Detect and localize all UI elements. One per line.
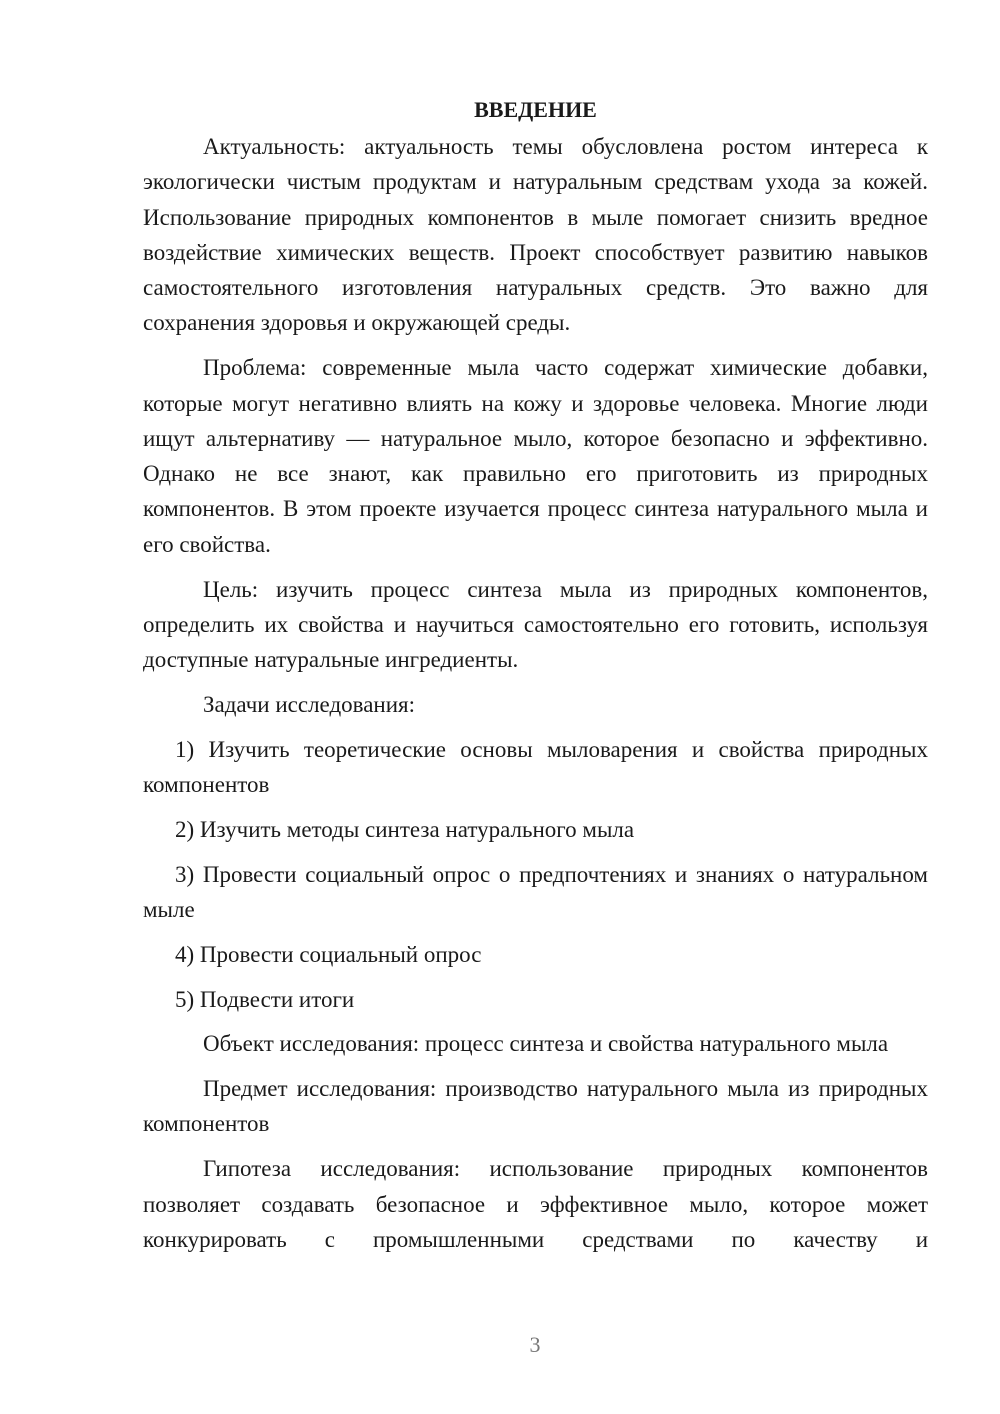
task-item-1: 1) Изучить теоретические основы мыловарения и свойства природных компонентов	[143, 736, 928, 798]
task-item-2: 2) Изучить методы синтеза натурального мыла	[175, 816, 635, 842]
subject-paragraph: Предмет исследования: производство натурального мыла из природных компонентов	[143, 1076, 928, 1137]
section-heading: ВВЕДЕНИЕ	[474, 97, 597, 122]
tasks-heading: Задачи исследования:	[203, 691, 416, 717]
task-item-4: 4) Провести социальный опрос	[175, 941, 482, 967]
task-item-3: 3) Провести социальный опрос о предпочтениях и знаниях о натуральном мыле	[143, 861, 928, 922]
page-number: 3	[529, 1332, 541, 1357]
relevance-paragraph: Актуальность: актуальность темы обусловлена ростом интереса к экологически чистым продуктам и натуральным средствам ухода за кожей. Использование природных компонентов в мыле помогает снизить вредное воздействие химических веществ. Проект способствует развитию навыков самостоятельного изготовления натуральных средств. Это важно для сохранения здоровья и окружающей среды.	[143, 134, 928, 336]
page-content	[143, 92, 928, 1257]
hypothesis-paragraph: Гипотеза исследования: использование природных компонентов позволяет создавать безопасное и эффективное мыло, которое может конкурировать с промышленными средствами по качеству и	[143, 1156, 928, 1252]
goal-paragraph: Цель: изучить процесс синтеза мыла из природных компонентов, определить их свойства и научиться самостоятельно его готовить, используя доступные натуральные ингредиенты.	[143, 576, 928, 673]
object-paragraph: Объект исследования: процесс синтеза и свойства натурального мыла	[203, 1031, 889, 1057]
problem-paragraph: Проблема: современные мыла часто содержат химические добавки, которые могут негативно влиять на кожу и здоровье человека. Многие люди ищут альтернативу — натуральное мыло, которое безопасно и эффективно. Однако не все знают, как правильно его приготовить из природных компонентов. В этом проекте изучается процесс синтеза натурального мыла и его свойства.	[143, 355, 928, 557]
task-item-5: 5) Подвести итоги	[175, 986, 355, 1012]
